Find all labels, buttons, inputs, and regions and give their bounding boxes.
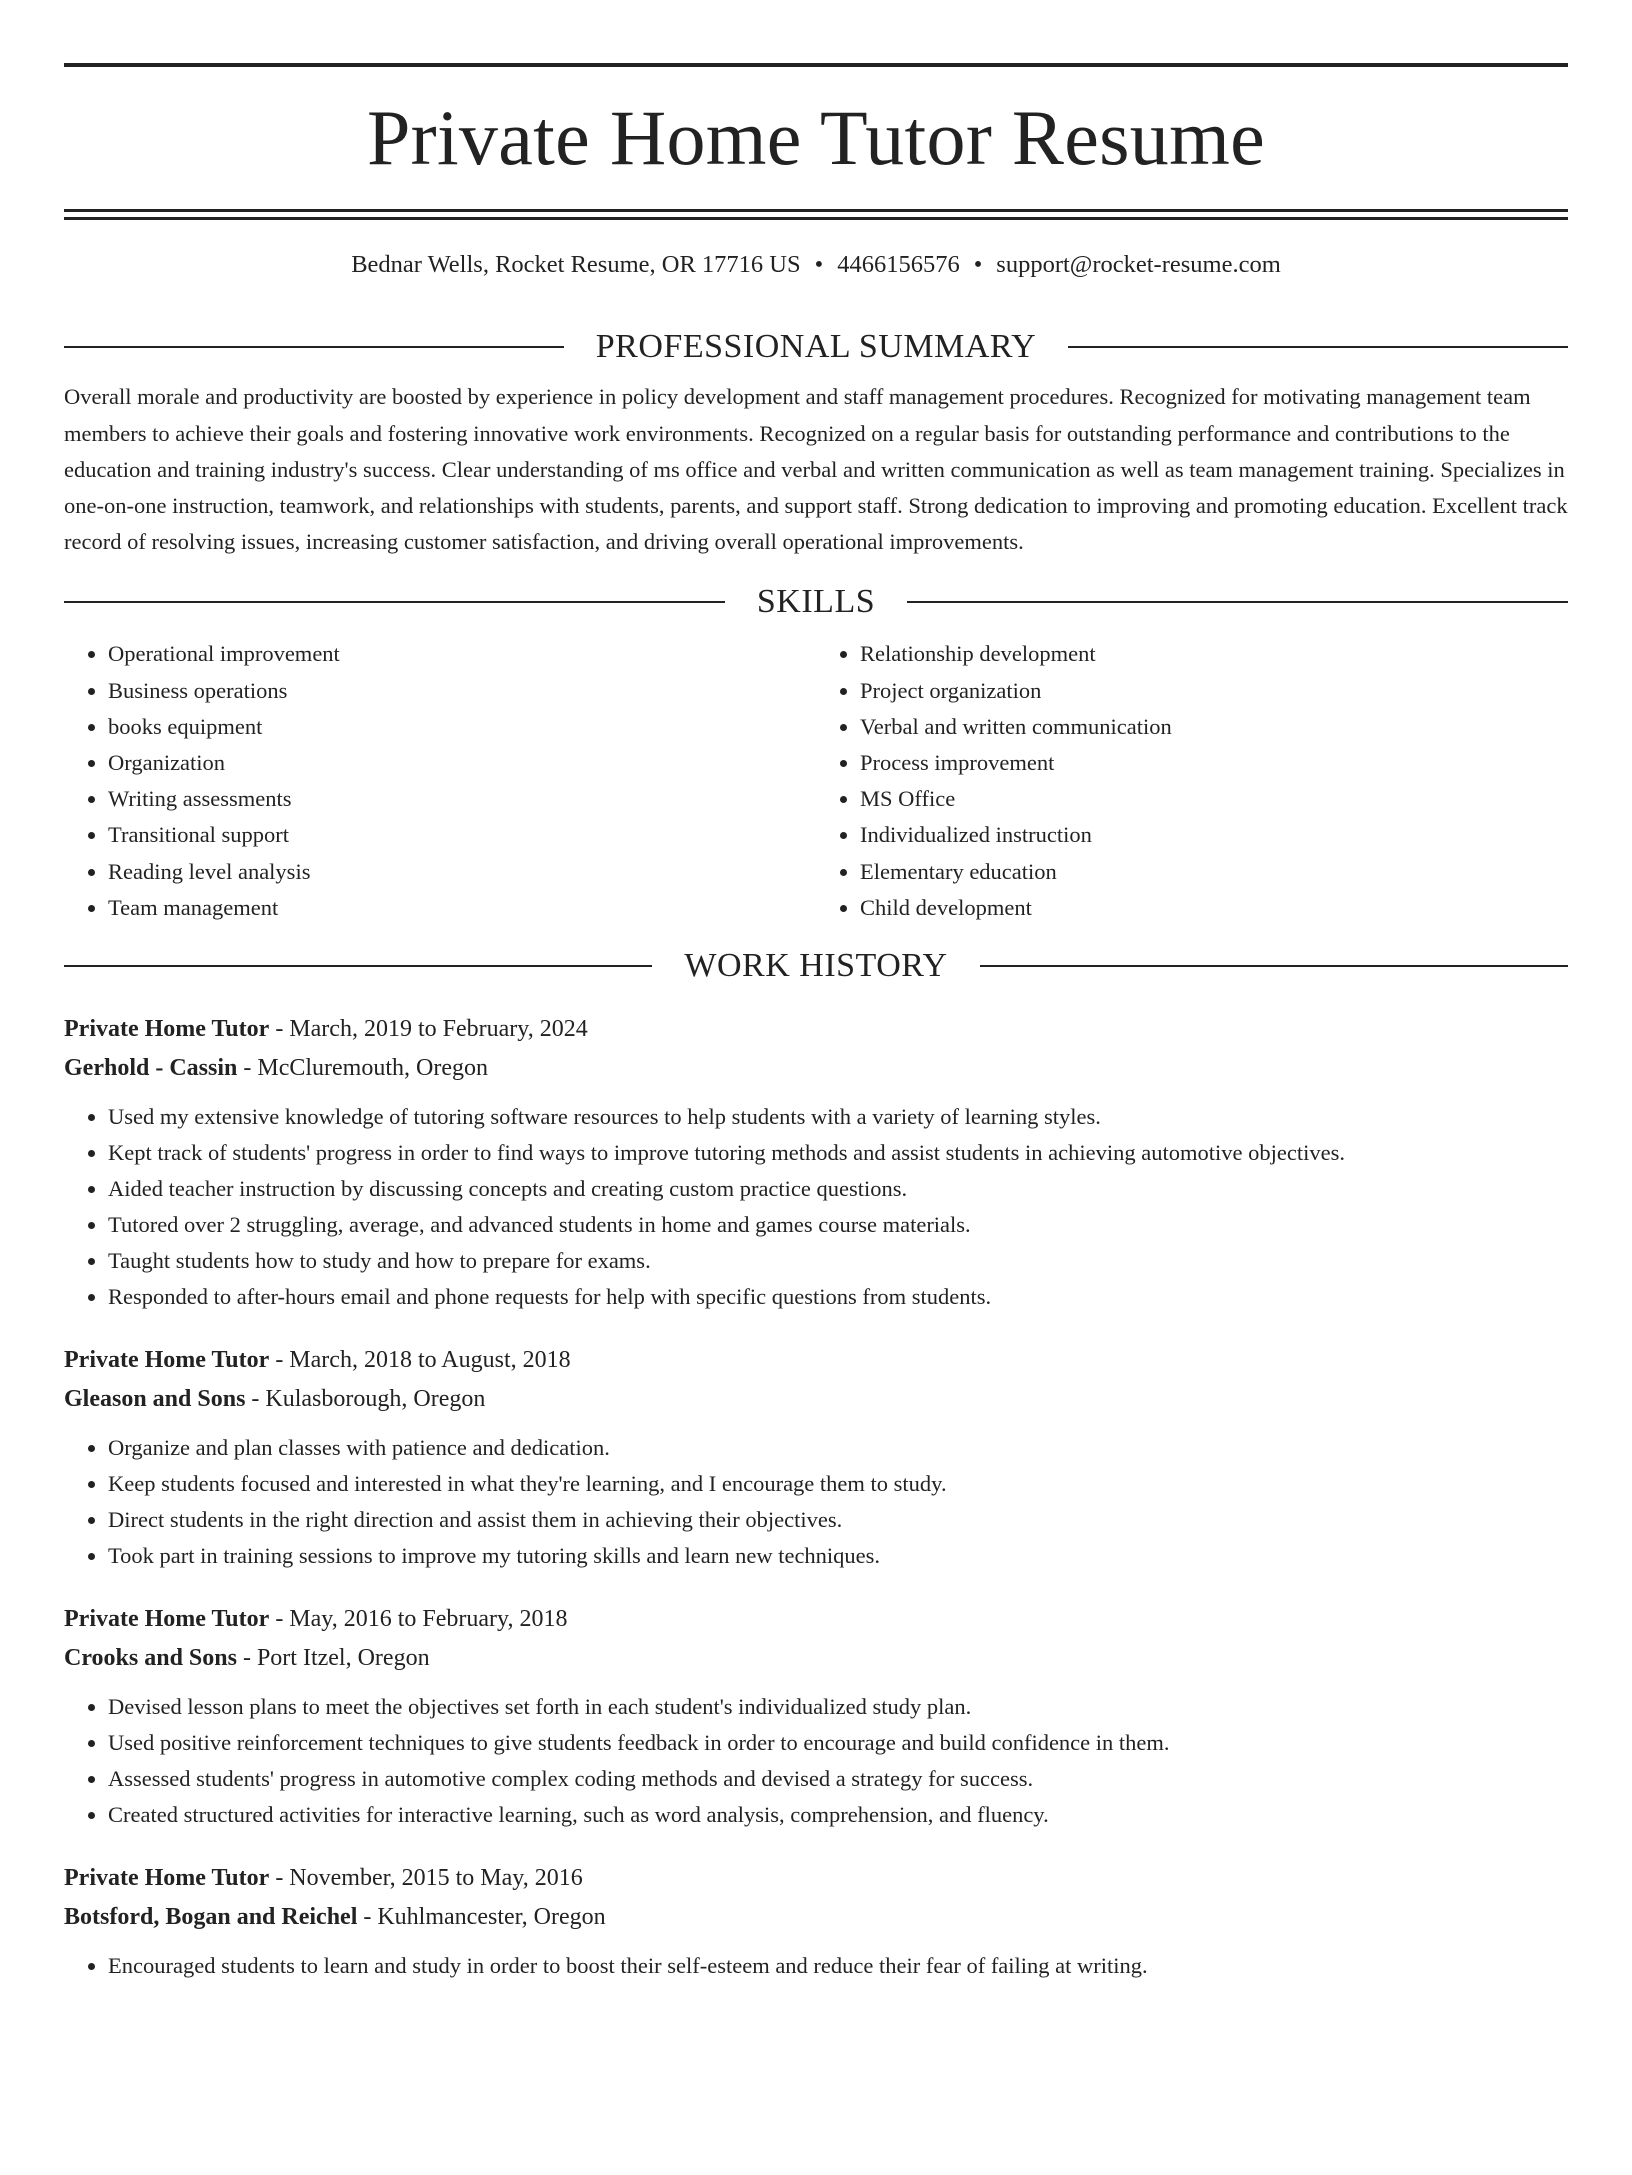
skills-column-right [816, 636, 1568, 926]
contact-email[interactable]: support@rocket-resume.com [996, 251, 1281, 278]
job-title-line [64, 1600, 1568, 1639]
job-bullet: • Devised lesson plans to meet the objectives set forth in each student's individualized study plan. [108, 1689, 1568, 1725]
job-bullet: • Taught students how to study and how to prepare for exams. [108, 1243, 1568, 1279]
job-title: Private Home Tutor [64, 1606, 270, 1633]
summary-text: Overall morale and productivity are boosted by experience in policy development and staff management procedures. Recognized for motivating management team members to achieve their goals and fostering innovative work environments. Recognized on a regular basis for outstanding performance and contributions to the education and training industry's success. Clear understanding of ms office and verbal and written communication as well as team management training. Specializes in one-on-one instruction, teamwork, and relationships with students, parents, and support staff. Strong dedication to improving and promoting education. Excellent track record of resolving issues, increasing customer satisfaction, and driving overall operational improvements. [64, 384, 1568, 555]
job-company: Gerhold - Cassin [64, 1054, 238, 1081]
job-bullet: • Took part in training sessions to improve my tutoring skills and learn new techniques. [108, 1538, 1568, 1574]
job-entry [64, 1600, 1568, 1833]
job-bullet: • Used my extensive knowledge of tutoring software resources to help students with a variety of learning styles. [108, 1099, 1568, 1135]
job-company: Crooks and Sons [64, 1644, 237, 1671]
work-history-heading-label: WORK HISTORY [684, 947, 948, 985]
job-bullet: • Encouraged students to learn and study in order to boost their self-esteem and reduce their fear of failing at writing. [108, 1948, 1568, 1984]
summary-heading [64, 327, 1568, 367]
job-company-line [64, 1898, 1568, 1937]
contact-separator: • [973, 251, 983, 278]
job-title: Private Home Tutor [64, 1016, 270, 1043]
resume-title: Private Home Tutor Resume [367, 94, 1265, 181]
job-bullet: • Tutored over 2 struggling, average, and advanced students in home and games course materials. [108, 1207, 1568, 1243]
skill-item: • Transitional support [108, 817, 816, 853]
skill-item: • Team management [108, 890, 816, 926]
skill-item: • Elementary education [860, 854, 1568, 890]
job-dates: - November, 2015 to May, 2016 [269, 1865, 583, 1892]
job-entry [64, 1859, 1568, 1984]
job-company: Gleason and Sons [64, 1385, 246, 1412]
contact-phone: 4466156576 [837, 251, 960, 278]
contact-address: Bednar Wells, Rocket Resume, OR 17716 US [351, 251, 801, 278]
job-location: - McCluremouth, Oregon [237, 1054, 488, 1081]
job-location: - Port Itzel, Oregon [236, 1644, 430, 1671]
job-bullet: • Assessed students' progress in automotive complex coding methods and devised a strategy for success. [108, 1761, 1568, 1797]
job-company: Botsford, Bogan and Reichel [64, 1903, 358, 1930]
contact-separator: • [814, 251, 824, 278]
job-bullet: • Direct students in the right direction and assist them in achieving their objectives. [108, 1502, 1568, 1538]
skills-list [64, 636, 1568, 926]
skill-item: • Child development [860, 890, 1568, 926]
job-title-line [64, 1010, 1568, 1049]
skill-item: • Verbal and written communication [860, 709, 1568, 745]
skill-item: • MS Office [860, 781, 1568, 817]
job-location: - Kulasborough, Oregon [245, 1385, 486, 1412]
contact-line [64, 250, 1568, 279]
job-dates: - May, 2016 to February, 2018 [269, 1606, 568, 1633]
skill-item: • Organization [108, 745, 816, 781]
job-entry [64, 1010, 1568, 1315]
skills-heading [64, 582, 1568, 622]
job-company-line [64, 1380, 1568, 1419]
job-bullet: • Organize and plan classes with patience and dedication. [108, 1430, 1568, 1466]
job-title: Private Home Tutor [64, 1865, 270, 1892]
skill-item: • Project organization [860, 673, 1568, 709]
job-title: Private Home Tutor [64, 1347, 270, 1374]
job-bullet: • Keep students focused and interested in what they're learning, and I encourage them to study. [108, 1466, 1568, 1502]
skills-column-left [64, 636, 816, 926]
job-bullets [64, 1099, 1568, 1315]
job-dates: - March, 2018 to August, 2018 [269, 1347, 571, 1374]
job-title-line [64, 1341, 1568, 1380]
job-bullets [64, 1689, 1568, 1833]
skill-item: • Business operations [108, 673, 816, 709]
job-bullet: • Created structured activities for interactive learning, such as word analysis, comprehension, and fluency. [108, 1797, 1568, 1833]
job-bullet: • Aided teacher instruction by discussing concepts and creating custom practice questions. [108, 1171, 1568, 1207]
title-double-rule [64, 209, 1568, 220]
resume-page [0, 63, 1632, 2175]
skill-item: • Individualized instruction [860, 817, 1568, 853]
job-bullets [64, 1430, 1568, 1574]
skill-item: • Reading level analysis [108, 854, 816, 890]
skill-item: • Process improvement [860, 745, 1568, 781]
job-title-line [64, 1859, 1568, 1898]
work-history-heading [64, 946, 1568, 986]
job-bullet: • Used positive reinforcement techniques to give students feedback in order to encourage and build confidence in them. [108, 1725, 1568, 1761]
job-company-line [64, 1639, 1568, 1678]
job-bullet: • Responded to after-hours email and phone requests for help with specific questions from students. [108, 1279, 1568, 1315]
job-location: - Kuhlmancester, Oregon [357, 1903, 606, 1930]
skills-heading-label: SKILLS [756, 583, 876, 621]
job-dates: - March, 2019 to February, 2024 [269, 1016, 588, 1043]
job-bullet: • Kept track of students' progress in order to find ways to improve tutoring methods and assist students in achieving automotive objectives. [108, 1135, 1568, 1171]
job-entry [64, 1341, 1568, 1574]
skill-item: • Relationship development [860, 636, 1568, 672]
summary-heading-label: PROFESSIONAL SUMMARY [595, 328, 1037, 366]
job-company-line [64, 1049, 1568, 1088]
skill-item: • Writing assessments [108, 781, 816, 817]
skill-item: • books equipment [108, 709, 816, 745]
job-bullets [64, 1948, 1568, 1984]
top-rule [64, 63, 1568, 67]
skill-item: • Operational improvement [108, 636, 816, 672]
